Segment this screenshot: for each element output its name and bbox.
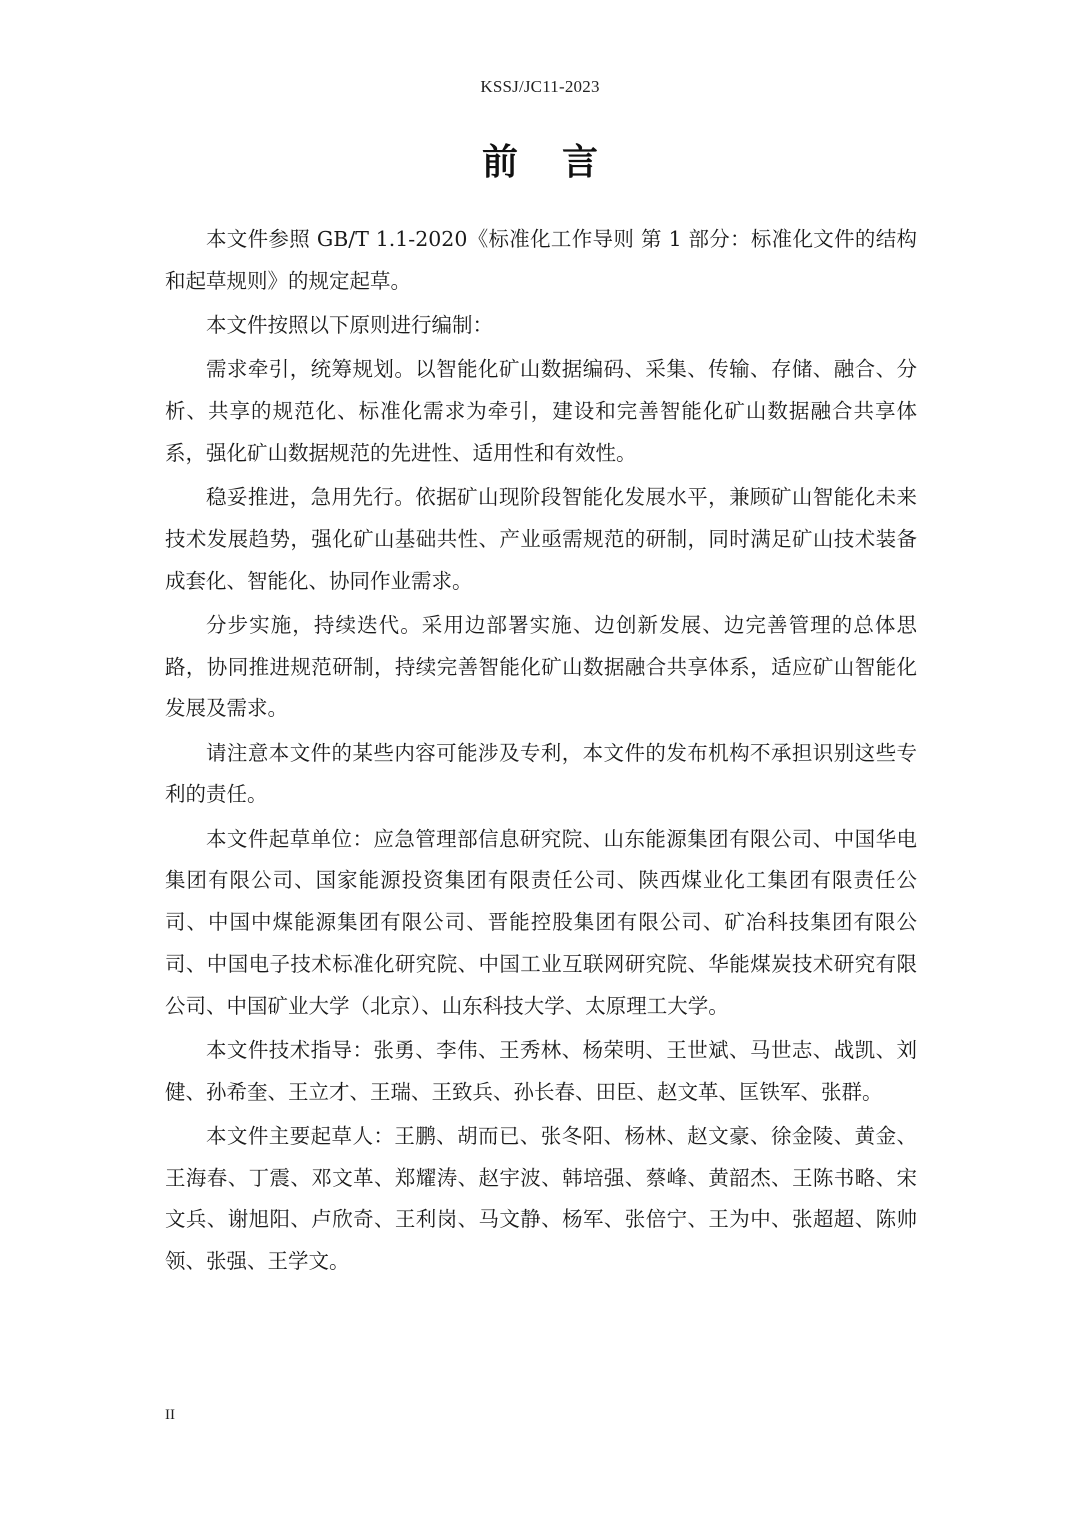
paragraph-patent-notice: 请注意本文件的某些内容可能涉及专利，本文件的发布机构不承担识别这些专利的责任。	[165, 740, 917, 807]
paragraph-main-drafters: 本文件主要起草人：王鹏、胡而已、张冬阳、杨林、赵文豪、徐金陵、黄金、王海春、丁震、邓文革、郑耀涛、赵宇波、韩培强、蔡峰、黄韶杰、王陈书略、宋文兵、谢旭阳、卢欣奇、王利岗、马文静、杨军、张倍宁、王为中、张超超、陈帅领、张强、王学文。	[165, 1123, 917, 1274]
page-title: 前言	[481, 142, 642, 183]
paragraph-principle-stepwise: 分步实施，持续迭代。采用边部署实施、边创新发展、边完善管理的总体思路，协同推进规范研制，持续完善智能化矿山数据融合共享体系，适应矿山智能化发展及需求。	[165, 612, 917, 721]
paragraph-principles-intro: 本文件按照以下原则进行编制：	[206, 312, 493, 337]
paragraph-principle-demand: 需求牵引，统筹规划。以智能化矿山数据编码、采集、传输、存储、融合、分析、共享的规范化、标准化需求为牵引，建设和完善智能化矿山数据融合共享体系，强化矿山数据规范的先进性、适用性和有效性。	[165, 357, 917, 465]
preface-body	[165, 219, 917, 1285]
paragraph-drafting-units: 本文件起草单位：应急管理部信息研究院、山东能源集团有限公司、中国华电集团有限公司、国家能源投资集团有限责任公司、陕西煤业化工集团有限责任公司、中国中煤能源集团有限公司、晋能控股集团有限公司、矿冶科技集团有限公司、中国电子技术标准化研究院、中国工业互联网研究院、华能煤炭技术研究有限公司、中国矿业大学（北京）、山东科技大学、太原理工大学。	[165, 826, 917, 1018]
paragraph-drafting-basis: 本文件参照 GB/T 1.1-2020《标准化工作导则 第 1 部分：标准化文件的结构和起草规则》的规定起草。	[165, 227, 917, 293]
page-number: II	[165, 1407, 175, 1423]
paragraph-technical-guidance: 本文件技术指导：张勇、李伟、王秀林、杨荣明、王世斌、马世志、战凯、刘健、孙希奎、王立才、王瑞、王致兵、孙长春、田臣、赵文革、匡铁军、张群。	[165, 1037, 917, 1104]
document-code-header: KSSJ/JC11-2023	[480, 77, 600, 96]
paragraph-principle-steady: 稳妥推进，急用先行。依据矿山现阶段智能化发展水平，兼顾矿山智能化未来技术发展趋势，强化矿山基础共性、产业亟需规范的研制，同时满足矿山技术装备成套化、智能化、协同作业需求。	[165, 484, 917, 593]
